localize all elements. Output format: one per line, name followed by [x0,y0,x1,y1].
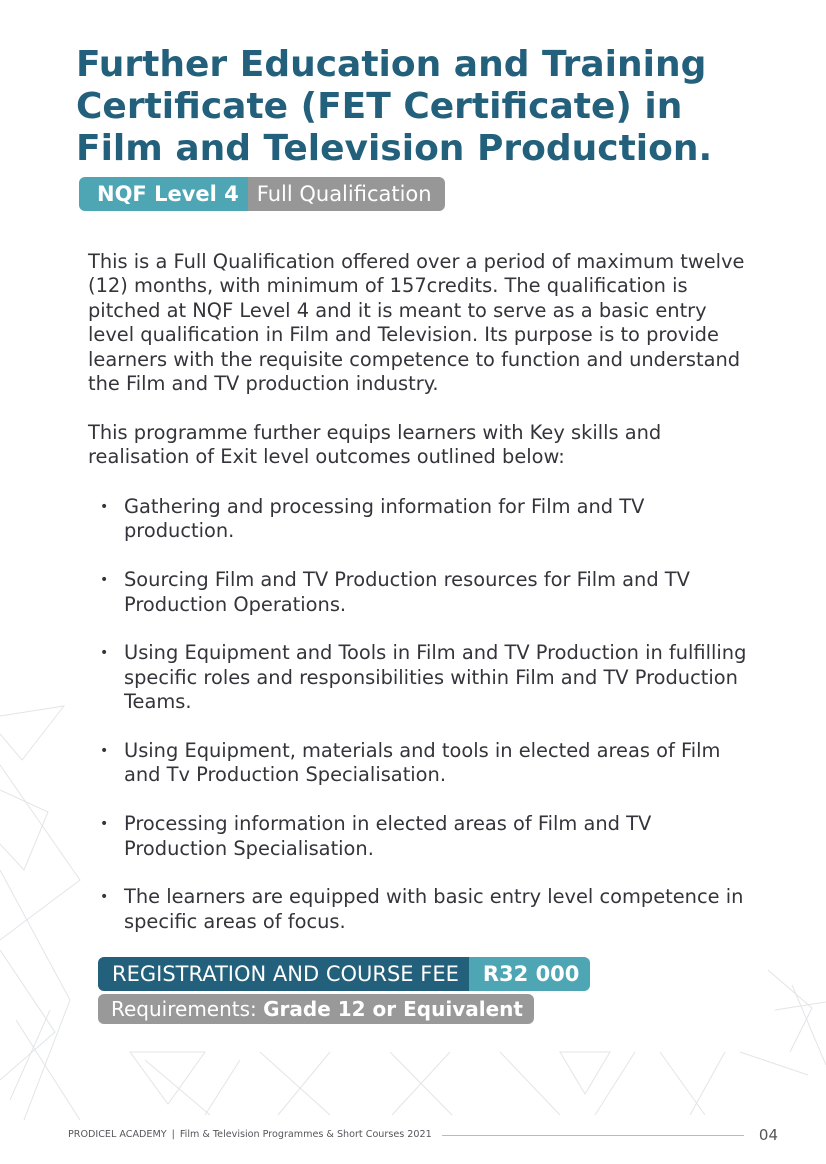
requirements-value: Grade 12 or Equivalent [263,997,523,1021]
footer-separator: | [171,1129,175,1140]
outcome-list-item [100,812,750,861]
bullet-icon: • [100,645,109,662]
outcome-text: Gathering and processing information for Film and TV production. [124,495,645,543]
nqf-level-label: NQF Level 4 [79,177,248,211]
outcome-list-item [100,568,750,617]
fee-label: REGISTRATION AND COURSE FEE [98,957,469,991]
requirements-label: Requirements: [111,997,257,1021]
page-title-line: Film and Television Production. [76,128,713,169]
footer-divider [442,1135,744,1136]
page-title-line: Further Education and Training [76,44,707,85]
requirements-bar [98,994,534,1024]
exit-level-outcomes-list [100,495,750,959]
outcome-list-item [100,885,750,934]
page-title-line: Certificate (FET Certificate) in [76,86,683,127]
outcome-text: Using Equipment, materials and tools in elected areas of Film and Tv Production Specialisation. [124,739,721,787]
outcomes-introduction: This programme further equips learners with Key skills and realisation of Exit level outcomes outlined below: [88,421,662,469]
outcome-text: Processing information in elected areas of Film and TV Production Specialisation. [124,812,652,860]
outcome-list-item [100,495,750,544]
bullet-icon: • [100,499,109,515]
academy-name: PRODICEL ACADEMY [68,1129,167,1140]
bullet-icon: • [100,572,109,589]
bullet-icon: • [100,816,109,833]
outcome-text: Sourcing Film and TV Production resources for Film and TV Production Operations. [124,568,690,616]
outcome-list-item [100,641,750,714]
bullet-icon: • [100,889,109,906]
qualification-badge [79,177,445,211]
registration-fee-bar [98,957,590,991]
fee-amount: R32 000 [469,957,591,991]
page-footer [68,1126,778,1144]
publication-title: Film & Television Programmes & Short Courses 2021 [179,1129,432,1140]
page-title [76,44,776,170]
qualification-description: This is a Full Qualification offered over a period of maximum twelve (12) months, with minimum of 157credits. The qualification is pitched at NQF Level 4 and it is meant to serve as a basic entry level qualification in Film and Television. Its purpose is to provide learners with the requisite competence to function and understand the Film and TV production industry. [88,250,745,396]
outcome-list-item [100,739,750,788]
qualification-type-label: Full Qualification [248,177,445,211]
bullet-icon: • [100,743,109,760]
outcome-text: The learners are equipped with basic entry level competence in specific areas of focus. [124,885,744,933]
page-number: 04 [758,1126,778,1144]
outcome-text: Using Equipment and Tools in Film and TV Production in fulfilling specific roles and responsibilities within Film and TV Production Teams. [124,641,747,714]
